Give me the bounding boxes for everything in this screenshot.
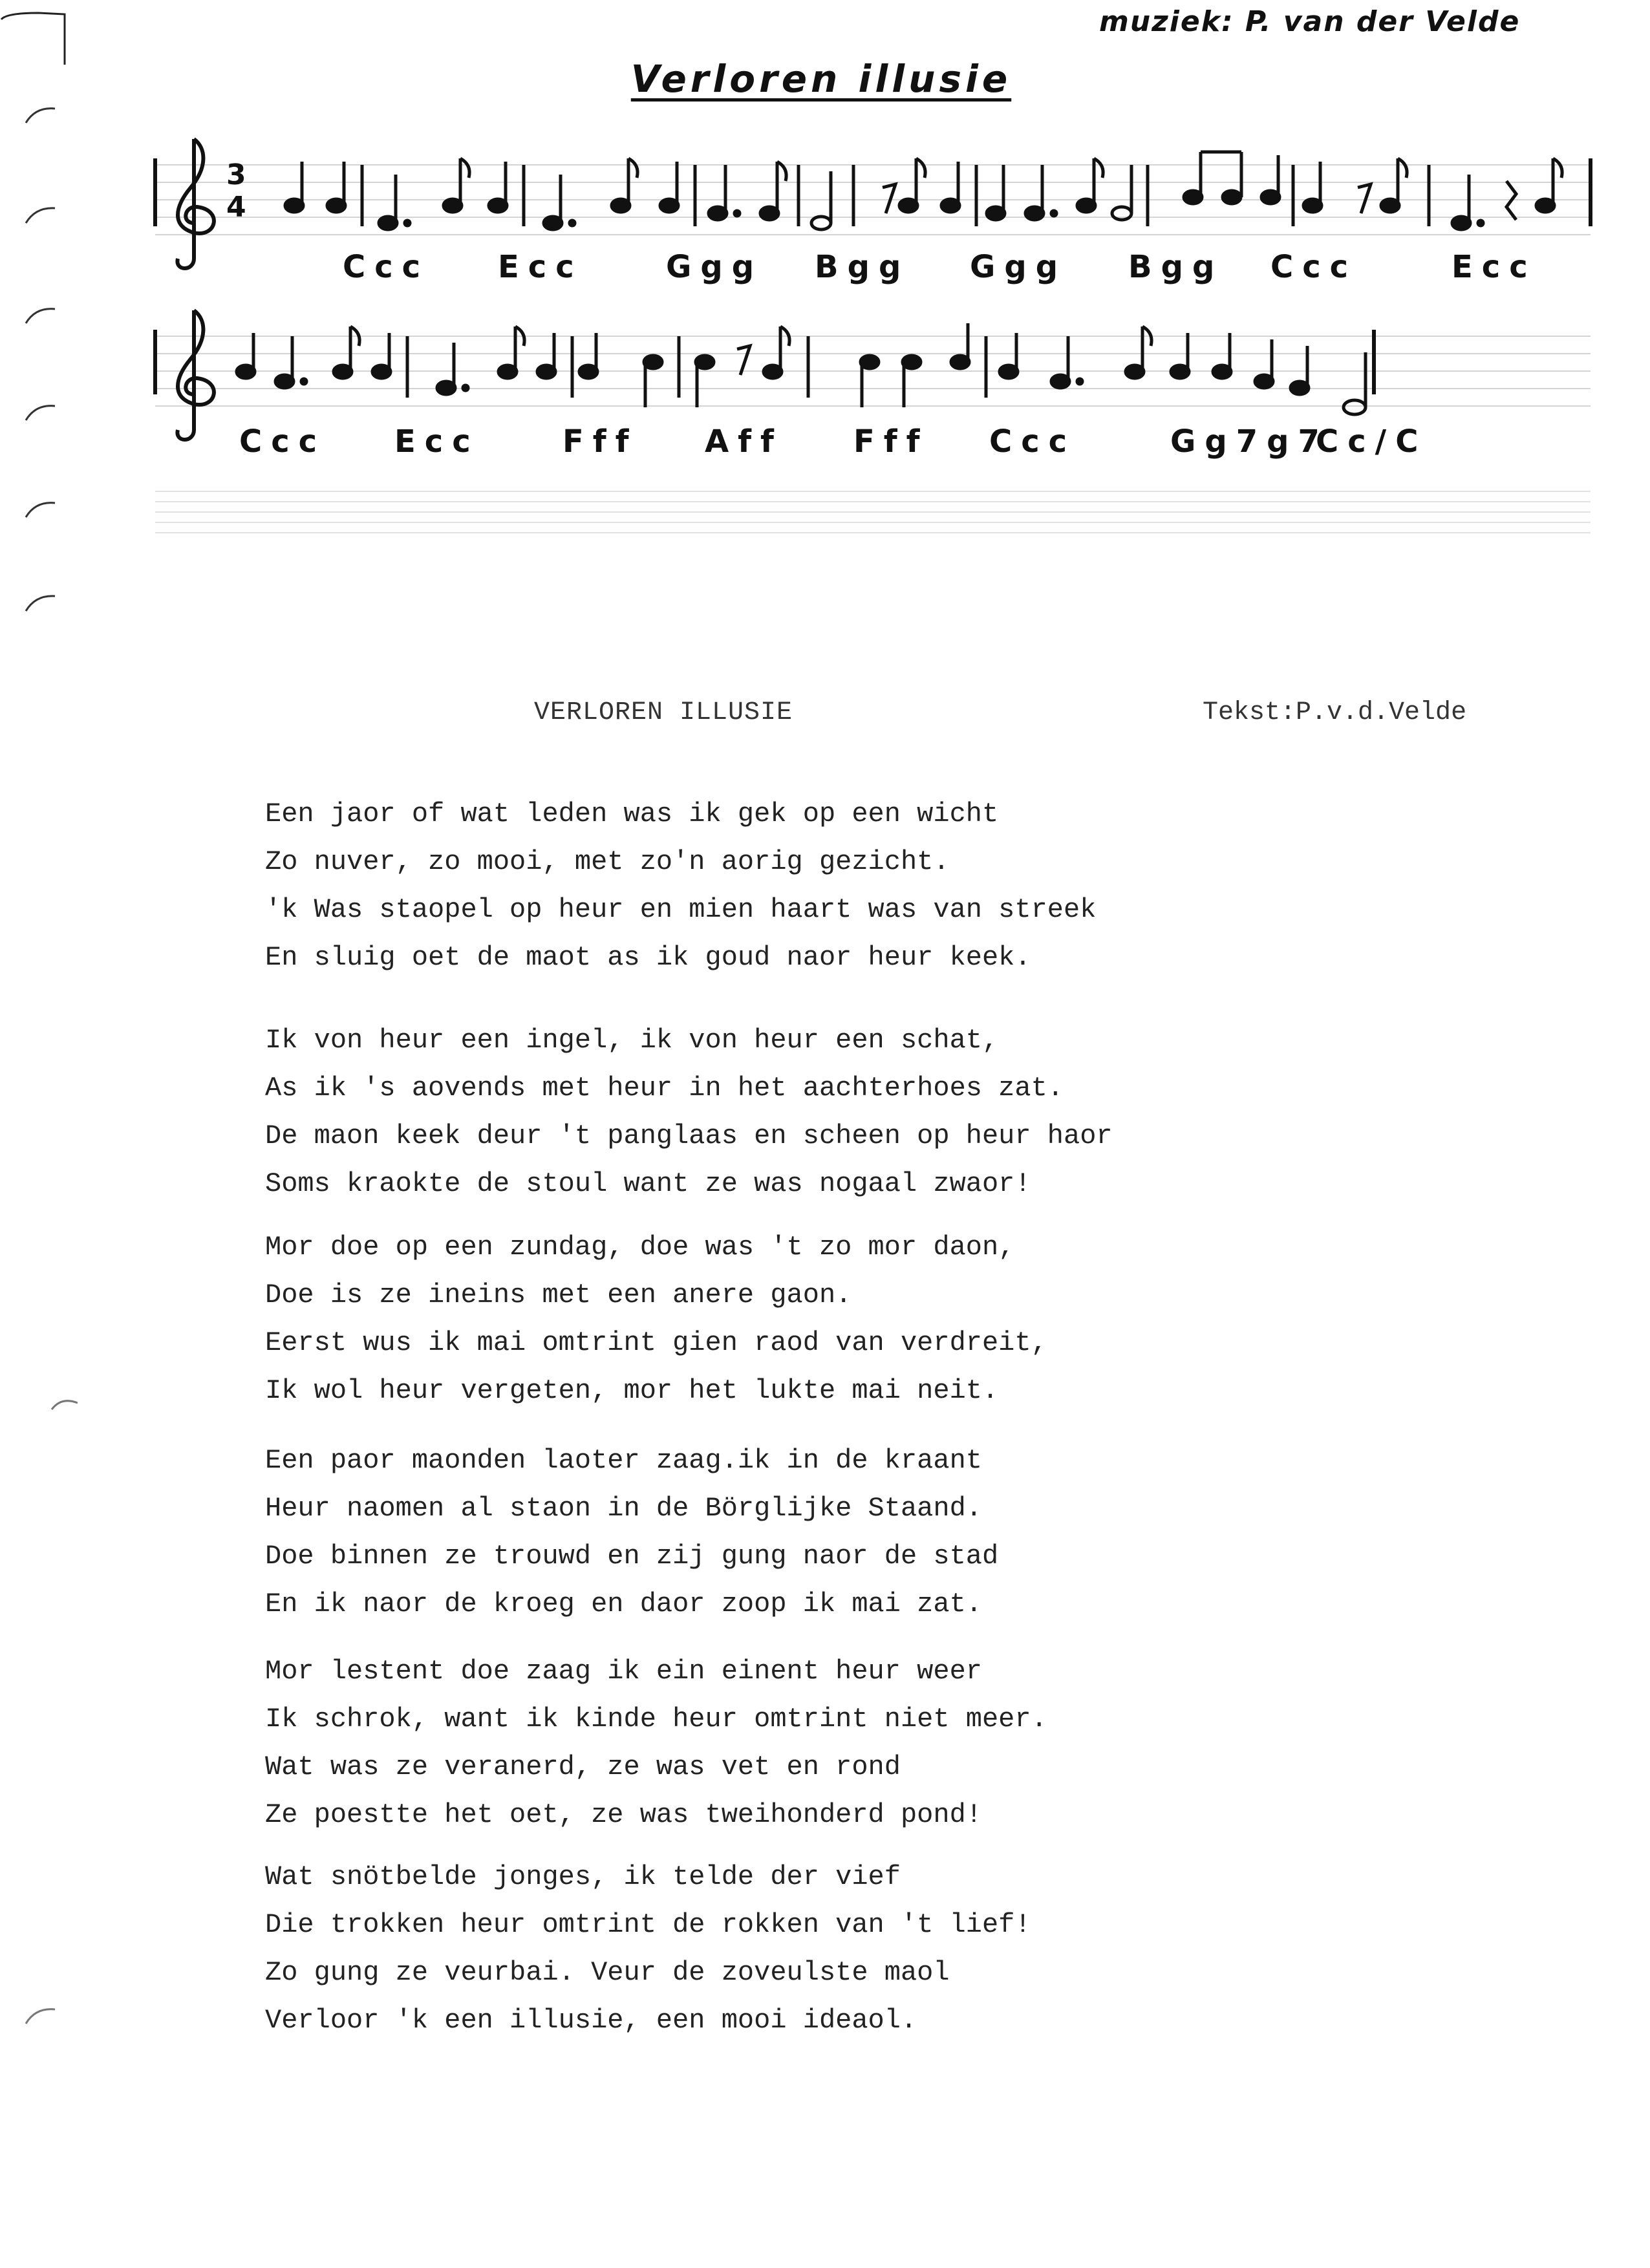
lyric-line: 'k Was staopel op heur en mien haart was van streek [265,894,1097,925]
lyric-line: Een jaor of wat leden was ik gek op een wicht [265,798,999,829]
lyric-line: Die trokken heur omtrint de rokken van 't lief! [265,1909,1031,1940]
lyric-line: Verloor 'k een illusie, een mooi ideaol. [265,2005,917,2036]
chord: Ccc [239,423,327,460]
verse-6 [265,1853,1364,2044]
verse-1 [265,790,1364,981]
lyrics-author: Tekst:P.v.d.Velde [1203,698,1467,727]
chord: Ecc [394,423,480,460]
lyric-line: De maon keek deur 't panglaas en scheen op heur haor [265,1120,1113,1151]
time-signature: 3 [226,158,246,191]
chord: Ecc [1452,249,1537,285]
chord: Ggg [970,249,1067,285]
staff-1-lines [155,165,1591,235]
verse-4 [265,1437,1364,1628]
chord: Cc/C [1316,423,1428,460]
lyric-line: Een paor maonden laoter zaag.ik in de kraant [265,1445,982,1476]
chord: Fff [562,423,638,460]
composer-credit: muziek: P. van der Velde [1099,5,1521,38]
lyric-line: Ze poestte het oet, ze was tweihonderd pond! [265,1799,982,1830]
lyric-line: Zo nuver, zo mooi, met zo'n aorig gezicht. [265,846,950,877]
lyric-line: Doe is ze ineins met een anere gaon. [265,1279,852,1311]
verse-2 [265,1016,1364,1208]
chord: Bgg [1128,249,1224,285]
chord: Ccc [343,249,430,285]
staff-1-barlines [155,158,1591,226]
lyric-line: Ik von heur een ingel, ik von heur een schat, [265,1025,999,1056]
chord: Aff [705,423,783,460]
treble-clef-icon [177,310,213,440]
lyric-line: As ik 's aovends met heur in het aachterhoes zat. [265,1073,1064,1104]
chord: Ecc [498,249,583,285]
chord: Ggg [666,249,764,285]
lyric-line: Eerst wus ik mai omtrint gien raod van verdreit, [265,1327,1047,1358]
staff-2-notes [237,323,1366,414]
chord: Bgg [815,249,910,285]
lyric-line: Ik wol heur vergeten, mor het lukte mai neit. [265,1375,999,1406]
lyric-line: Ik schrok, want ik kinde heur omtrint niet meer. [265,1704,1047,1735]
chord-row-1 [0,249,1650,294]
chord-row-2 [0,423,1650,469]
svg-text:4: 4 [226,191,246,224]
chord: Ccc [989,423,1077,460]
chord: Gg7g7 [1170,423,1329,460]
lyric-line: Mor doe op een zundag, doe was 't zo mor daon, [265,1232,1015,1263]
lyric-line: Wat was ze veranerd, ze was vet en rond [265,1751,901,1782]
verse-3 [265,1223,1364,1415]
chord: Ccc [1270,249,1358,285]
staff-2-barlines [155,330,1374,394]
lyric-line: Zo gung ze veurbai. Veur de zoveulste maol [265,1957,950,1988]
lyric-line: Mor lestent doe zaag ik ein einent heur weer [265,1656,982,1687]
lyric-line: En sluig oet de maot as ik goud naor heur keek. [265,942,1031,973]
lyric-line: Wat snötbelde jonges, ik telde der vief [265,1861,901,1892]
lyric-line: Soms kraokte de stoul want ze was nogaal zwaor! [265,1168,1031,1199]
lyric-line: En ik naor de kroeg en daor zoop ik mai zat. [265,1589,982,1620]
staff-3-lines [155,491,1591,533]
typed-title: VERLOREN ILLUSIE [534,698,793,727]
verse-5 [265,1647,1364,1839]
chord: Fff [853,423,929,460]
lyric-line: Heur naomen al staon in de Börglijke Staand. [265,1493,982,1524]
handwritten-title: Verloren illusie [630,57,1012,101]
lyric-line: Doe binnen ze trouwd en zij gung naor de stad [265,1541,999,1572]
